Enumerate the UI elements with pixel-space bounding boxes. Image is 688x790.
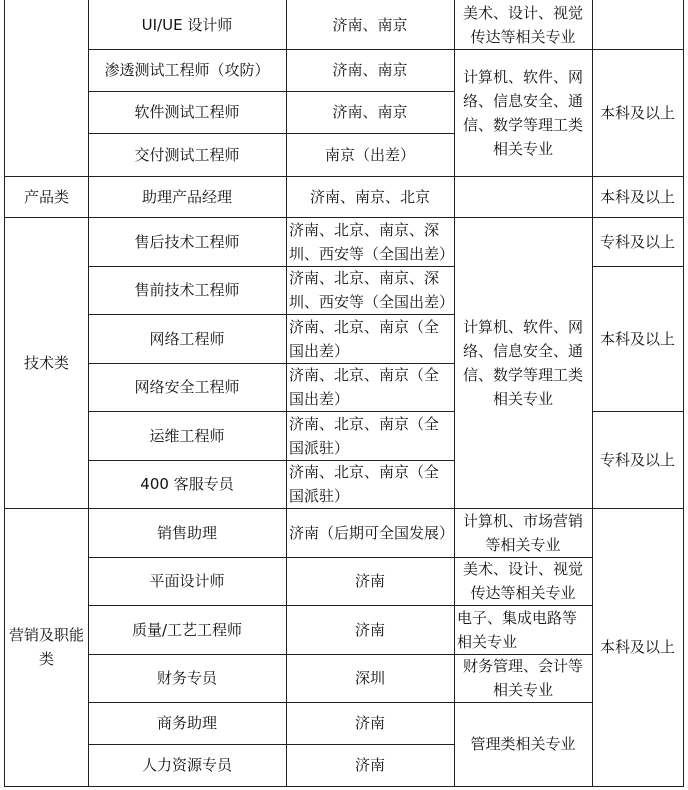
grid-line — [88, 0, 89, 787]
location-cell: 济南 — [354, 620, 385, 639]
location-cell: 济南、北京、南京（全国派驻） — [289, 463, 440, 505]
grid-line — [454, 605, 592, 606]
grid-line — [88, 91, 454, 92]
location-cell: 深圳 — [354, 669, 385, 687]
grid-line — [88, 411, 454, 412]
grid-line — [592, 411, 684, 412]
location-cell: 济南 — [354, 714, 385, 732]
major-cell: 计算机、软件、网络、信息安全、通信、数学等理工类相关专业 — [462, 317, 583, 408]
location-cell: 济南、北京、南京、深圳、西安等（全国出差） — [289, 220, 455, 263]
location-cell: 济南（后期可全国发展） — [289, 523, 455, 542]
grid-line — [4, 217, 684, 218]
grid-line — [88, 314, 454, 315]
location-cell: 济南、北京、南京、深圳、西安等（全国出差） — [289, 269, 455, 311]
position-cell: 销售助理 — [156, 523, 217, 542]
location-cell: 南京（出差） — [324, 145, 415, 164]
degree-cell: 本科及以上 — [599, 329, 675, 348]
category-cell: 产品类 — [23, 187, 69, 206]
major-cell: 计算机、软件、网络、信息安全、通信、数学等理工类相关专业 — [462, 67, 583, 158]
location-cell: 济南、北京、南京（全国出差） — [289, 366, 440, 408]
grid-line — [88, 654, 454, 655]
grid-line — [454, 702, 592, 703]
grid-line — [592, 0, 593, 787]
location-cell: 济南、北京、南京（全国出差） — [289, 317, 440, 360]
position-cell: 售前技术工程师 — [134, 281, 240, 299]
position-cell: 网络工程师 — [149, 329, 225, 348]
grid-line — [88, 266, 454, 267]
major-cell: 电子、集成电路等相关专业 — [457, 608, 578, 651]
grid-line — [454, 0, 455, 787]
major-cell: 管理类相关专业 — [470, 735, 576, 753]
degree-cell: 本科及以上 — [599, 103, 675, 122]
category-cell: 营销及职能类 — [8, 626, 84, 668]
position-cell: UI/UE 设计师 — [141, 15, 233, 34]
location-cell: 济南、南京 — [332, 61, 408, 79]
location-cell: 济南、南京、北京 — [309, 187, 430, 206]
position-cell: 助理产品经理 — [141, 187, 232, 206]
grid-line — [454, 49, 684, 50]
grid-line — [286, 0, 287, 787]
position-cell: 财务专员 — [156, 669, 217, 687]
grid-line — [4, 508, 684, 509]
location-cell: 济南、南京 — [332, 103, 408, 121]
category-cell: 技术类 — [23, 353, 69, 372]
location-cell: 济南 — [354, 756, 385, 774]
position-cell: 交付测试工程师 — [134, 145, 240, 164]
grid-line — [592, 266, 684, 267]
degree-cell: 本科及以上 — [599, 638, 675, 656]
major-cell: 美术、设计、视觉传达等相关专业 — [462, 3, 583, 46]
position-cell: 网络安全工程师 — [134, 378, 240, 396]
location-cell: 济南、北京、南京（全国派驻） — [289, 414, 440, 457]
grid-line — [4, 0, 5, 787]
position-cell: 运维工程师 — [149, 426, 225, 445]
degree-cell: 专科及以上 — [599, 232, 675, 251]
position-cell: 商务助理 — [156, 714, 217, 732]
grid-line — [88, 744, 454, 745]
position-cell: 售后技术工程师 — [134, 232, 240, 251]
grid-line — [454, 557, 592, 558]
major-cell: 美术、设计、视觉传达等相关专业 — [462, 560, 583, 602]
position-cell: 人力资源专员 — [141, 756, 232, 774]
grid-line — [88, 605, 454, 606]
grid-line — [88, 460, 454, 461]
degree-cell: 专科及以上 — [599, 450, 675, 469]
location-cell: 济南、南京 — [332, 15, 408, 34]
major-cell: 计算机、市场营销等相关专业 — [462, 511, 583, 554]
grid-line — [683, 0, 684, 787]
grid-line — [88, 363, 454, 364]
grid-line — [4, 786, 684, 787]
grid-line — [88, 557, 454, 558]
grid-line — [88, 133, 454, 134]
grid-line — [88, 702, 454, 703]
degree-cell: 本科及以上 — [599, 187, 675, 206]
grid-line — [454, 654, 592, 655]
grid-line — [4, 176, 684, 177]
location-cell: 济南 — [354, 572, 385, 590]
position-cell: 400 客服专员 — [140, 475, 234, 493]
major-cell: 财务管理、会计等相关专业 — [462, 657, 583, 699]
grid-line — [88, 49, 454, 50]
position-cell: 质量/工艺工程师 — [131, 620, 243, 639]
position-cell: 渗透测试工程师（攻防） — [104, 61, 270, 79]
position-cell: 软件测试工程师 — [134, 103, 240, 121]
major-cell — [454, 176, 592, 217]
position-cell: 平面设计师 — [149, 572, 225, 590]
